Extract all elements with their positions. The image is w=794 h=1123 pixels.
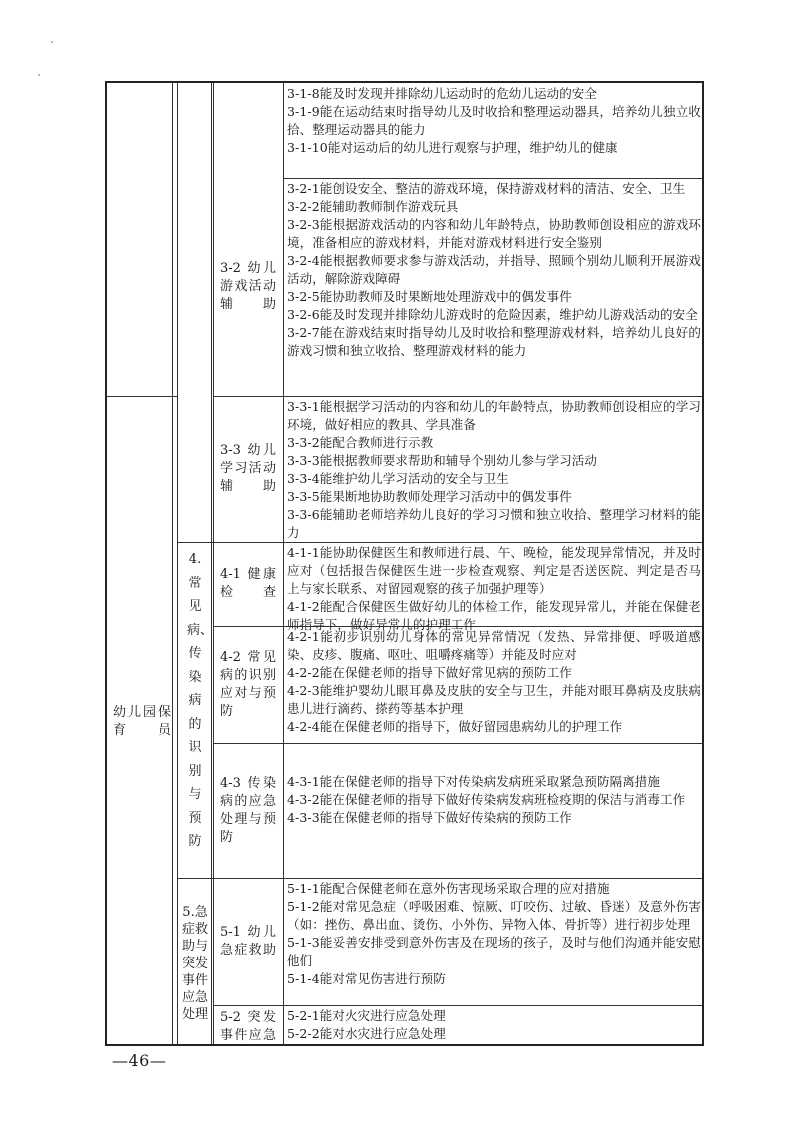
module-4-2-label: 4-2 常见病的识别应对与预防 [220,649,276,719]
module-3-3 [213,396,283,542]
module-5-1 [213,878,283,1005]
requirements-5-1 [283,878,704,1005]
module-4-3 [213,743,283,878]
module-5-2-label: 5-2 突发事件应急 [220,1009,276,1043]
requirement-item: 5-2-2能对水灾进行应急处理 [287,1026,446,1041]
occupation-name: 幼儿园保育员 [113,705,171,738]
requirement-item: 4-3-1能在保健老师的指导下对传染病发病班采取紧急预防隔离措施 [287,774,661,789]
requirement-item: 5-1-3能妥善安排受到意外伤害及在现场的孩子，及时与他们沟通并能安慰他们 [287,935,701,968]
occupation-cell [107,396,177,1048]
module-5-2 [213,1005,283,1048]
section-common-illness [177,542,213,878]
requirements-5-2 [283,1005,704,1048]
requirements-3-3 [283,396,704,542]
section-emergency-label: 5.急症救助与突发事件应急处理 [181,904,208,1022]
requirement-item: 3-3-2能配合教师进行示教 [287,435,434,450]
requirements-3-1 [283,83,704,178]
module-3-2-label: 3-2 幼儿游戏活动辅助 [220,261,276,312]
section-common-illness-label: 4.常见病、传染病的识别与预防 [187,552,214,849]
requirements-4-2 [283,626,704,743]
requirement-item: 4-3-3能在保健老师的指导下做好传染病的预防工作 [287,810,572,825]
requirement-item: 4-3-2能在保健老师的指导下做好传染病发病班检疫期的保洁与消毒工作 [287,792,686,807]
requirement-item: 4-1-1能协助保健医生和教师进行晨、午、晚检，能发现异常情况，并及时应对（包括报告保健医生进一步检查观察、判定是否送医院、判定是否马上与家长联系、对留园观察的孩子加强护理等） [287,545,701,596]
requirement-item: 3-3-5能果断地协助教师处理学习活动中的偶发事件 [287,489,572,504]
module-4-1 [213,542,283,626]
requirement-item: 5-1-1能配合保健老师在意外伤害现场采取合理的应对措施 [287,881,610,896]
requirement-item: 4-2-3能维护婴幼儿眼耳鼻及皮肤的安全与卫生，并能对眼耳鼻病及皮肤病患儿进行滴药、搽药等基本护理 [287,683,701,716]
requirement-item: 5-1-4能对常见伤害进行预防 [287,971,446,986]
section-emergency [177,878,213,1048]
requirement-item: 3-2-7能在游戏结束时指导幼儿及时收拾和整理游戏材料，培养幼儿良好的游戏习惯和独立收拾、整理游戏材料的能力 [287,325,701,358]
requirement-item: 3-1-9能在运动结束时指导幼儿及时收拾和整理运动器具，培养幼儿独立收拾、整理运动器具的能力 [287,104,701,137]
requirement-item: 5-2-1能对火灾进行应急处理 [287,1008,446,1023]
module-4-2 [213,626,283,743]
module-4-3-label: 4-3 传染病的应急处理与预防 [220,775,276,845]
requirement-item: 3-2-6能及时发现并排除幼儿游戏时的危险因素，维护幼儿游戏活动的安全 [287,307,698,322]
requirement-item: 3-2-1能创设安全、整洁的游戏环境，保持游戏材料的清洁、安全、卫生 [287,181,686,196]
requirement-item: 3-2-3能根据游戏活动的内容和幼儿年龄特点，协助教师创设相应的游戏环境，准备相应的游戏材料，并能对游戏材料进行安全鉴别 [287,217,701,250]
requirement-item: 3-2-4能根据教师要求参与游戏活动，并指导、照顾个别幼儿顺利开展游戏活动，解除游戏障碍 [287,253,701,286]
requirement-item: 4-2-1能初步识别幼儿身体的常见异常情况（发热、异常排便、呼吸道感染、皮疹、腹痛、呕吐、咀嚼疼痛等）并能及时应对 [287,629,701,662]
requirement-item: 3-1-8能及时发现并排除幼儿运动时的危幼儿运动的安全 [287,86,598,101]
requirement-item: 3-3-3能根据教师要求帮助和辅导个别幼儿参与学习活动 [287,453,598,468]
page-number: —46— [112,1051,167,1070]
module-5-1-label: 5-1 幼儿急症救助 [220,924,276,958]
requirements-4-1 [283,542,704,632]
requirement-item: 3-3-1能根据学习活动的内容和幼儿的年龄特点，协助教师创设相应的学习环境，做好相应的教具、学具准备 [287,399,701,432]
requirement-item: 3-2-2能辅助教师制作游戏玩具 [287,199,459,214]
requirement-item: 3-3-4能维护幼儿学习活动的安全与卫生 [287,471,509,486]
skills-table [105,81,704,1046]
requirement-item: 4-2-4能在保健老师的指导下，做好留园患病幼儿的护理工作 [287,719,623,734]
requirements-3-2 [283,178,704,396]
requirement-item: 4-2-2能在保健老师的指导下做好常见病的预防工作 [287,665,572,680]
column-divider [211,83,212,563]
requirement-item: 3-1-10能对运动后的幼儿进行观察与护理，维护幼儿的健康 [287,140,618,155]
module-3-3-label: 3-3 幼儿学习活动辅助 [220,443,276,494]
requirement-item: 4-1-2能配合保健医生做好幼儿的体检工作，能发现异常儿，并能在保健老师指导下，做好异常儿的护理工作 [287,599,701,632]
requirement-item: 3-2-5能协助教师及时果断地处理游戏中的偶发事件 [287,289,572,304]
requirement-item: 3-3-6能辅助老师培养幼儿良好的学习习惯和独立收拾、整理学习材料的能力 [287,507,701,540]
module-4-1-label: 4-1 健康检查 [220,567,276,600]
module-3-2 [213,178,283,396]
requirement-item: 5-1-2能对常见急症（呼吸困难、惊厥、叮咬伤、过敏、昏迷）及意外伤害（如：挫伤、鼻出血、烫伤、小外伤、异物入体、骨折等）进行初步处理 [287,899,701,932]
requirements-4-3 [283,743,704,878]
